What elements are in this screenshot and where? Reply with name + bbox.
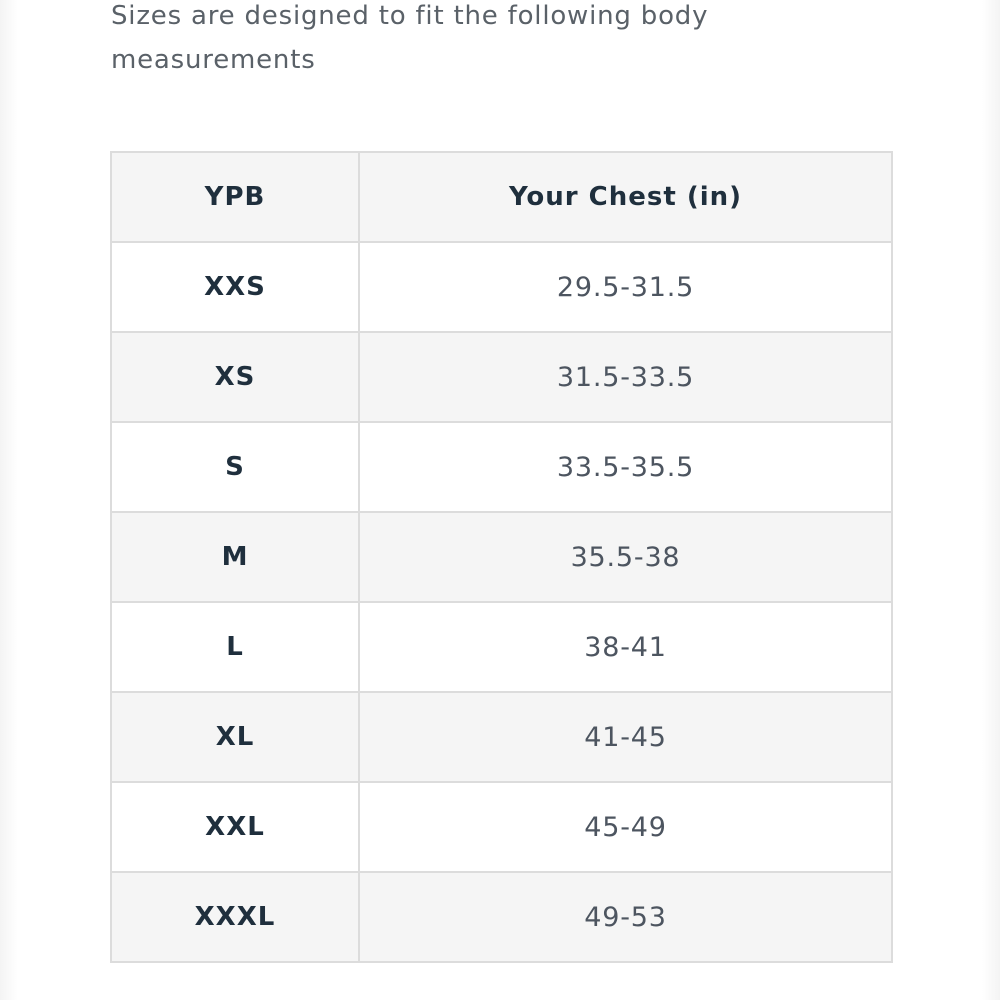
table-row <box>111 332 892 422</box>
table-row <box>111 782 892 872</box>
table-row <box>111 422 892 512</box>
chest-cell: 31.5-33.5 <box>359 332 892 422</box>
right-page-edge <box>982 0 1000 1000</box>
chest-cell: 38-41 <box>359 602 892 692</box>
size-chart-table <box>110 151 893 963</box>
table-header-row <box>111 152 892 242</box>
size-cell: XXS <box>111 242 359 332</box>
chest-cell: 45-49 <box>359 782 892 872</box>
chest-cell: 49-53 <box>359 872 892 962</box>
size-cell: XL <box>111 692 359 782</box>
size-guide-intro: Sizes are designed to fit the following body measurements <box>111 1 709 75</box>
table-row <box>111 242 892 332</box>
table-row <box>111 692 892 782</box>
size-cell: M <box>111 512 359 602</box>
size-cell: XXL <box>111 782 359 872</box>
table-row <box>111 602 892 692</box>
chest-cell: 33.5-35.5 <box>359 422 892 512</box>
column-header-chest: Your Chest (in) <box>359 152 892 242</box>
chest-cell: 41-45 <box>359 692 892 782</box>
size-cell: S <box>111 422 359 512</box>
chest-cell: 35.5-38 <box>359 512 892 602</box>
column-header-size: YPB <box>111 152 359 242</box>
size-cell: XXXL <box>111 872 359 962</box>
chest-cell: 29.5-31.5 <box>359 242 892 332</box>
table-row <box>111 872 892 962</box>
size-cell: XS <box>111 332 359 422</box>
size-cell: L <box>111 602 359 692</box>
left-page-edge <box>0 0 18 1000</box>
table-row <box>111 512 892 602</box>
